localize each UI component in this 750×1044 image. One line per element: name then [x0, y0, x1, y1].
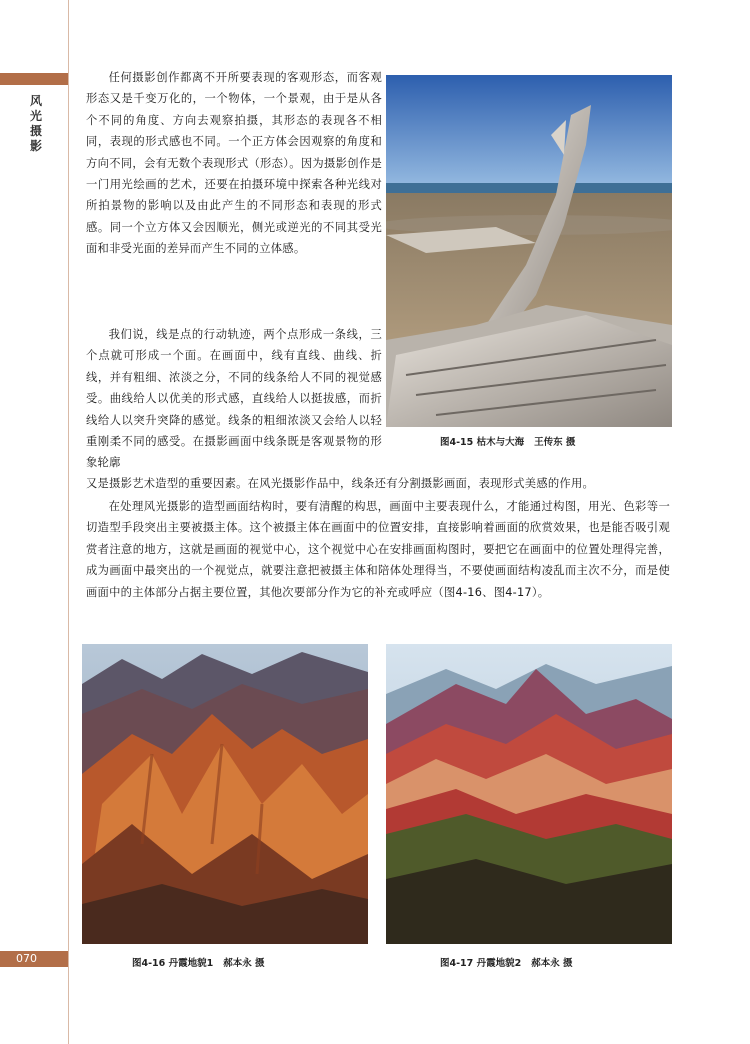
caption-title: 图4-17 丹霞地貌2 [440, 958, 522, 969]
caption-author: 郝本永 摄 [531, 958, 573, 969]
margin-rule [68, 0, 69, 1044]
caption-title: 图4-15 枯木与大海 [440, 437, 525, 448]
danxia-landform-photo-1 [82, 644, 368, 944]
figure-caption [440, 434, 575, 448]
body-paragraph: 我们说，线是点的行动轨迹，两个点形成一条线，三个点就可形成一个面。在画面中，线有直线、曲线、折线，并有粗细、浓淡之分，不同的线条给人不同的视觉感受。曲线给人以优美的形式感，直线给人以挺拔感，而折线给人以突升突降的感觉。线条的粗细浓淡又会给人以轻重刚柔不同的感受。在摄影画面中线条既是客观景物的形象轮廓 [86, 328, 382, 470]
section-title: 风光摄影 [30, 94, 43, 153]
figure-caption [440, 955, 573, 969]
section-marker-bar [0, 73, 68, 85]
caption-author: 王传东 摄 [534, 437, 576, 448]
figure-caption [132, 955, 265, 969]
caption-title: 图4-16 丹霞地貌1 [132, 958, 214, 969]
driftwood-photo [386, 75, 672, 427]
caption-author: 郝本永 摄 [223, 958, 265, 969]
page-number: 070 [0, 951, 68, 967]
danxia-landform-photo-2 [386, 644, 672, 944]
body-paragraph: 在处理风光摄影的造型画面结构时，要有清醒的构思，画面中主要表现什么，才能通过构图，用光、色彩等一切造型手段突出主要被摄主体。这个被摄主体在画面中的位置安排，直接影响着画面的欣赏效果，也是能否吸引观赏者注意的地方，这就是画面的视觉中心，这个视觉中心在安排画面构图时，要把它在画面中的位置处理得完善，成为画面中最突出的一个视觉点，就要注意把被摄主体和陪体处理得当，不要使画面结构凌乱而主次不分，而是使画面中的主体部分占据主要位置，其他次要部分作为它的补充或呼应（图4-16、图4-17）。 [86, 500, 670, 599]
body-paragraph: 任何摄影创作都离不开所要表现的客观形态，而客观形态又是千变万化的，一个物体，一个景观，由于是从各个不同的角度、方向去观察拍摄，其形态的表现各不相同，表现的形式感也不同。一个正方体会因观察的角度和方向不同，会有无数个表现形式（形态）。因为摄影创作是一门用光绘画的艺术，还要在拍摄环境中探索各种光线对所拍景物的影响以及由此产生的不同形态和表现的形式感。同一个立方体又会因顺光，侧光或逆光的不同其受光面和非受光面的差异而产生不同的立体感。 [86, 71, 382, 256]
body-paragraph-continuation: 又是摄影艺术造型的重要因素。在风光摄影作品中，线条还有分割摄影画面，表现形式美感的作用。 [86, 477, 595, 490]
